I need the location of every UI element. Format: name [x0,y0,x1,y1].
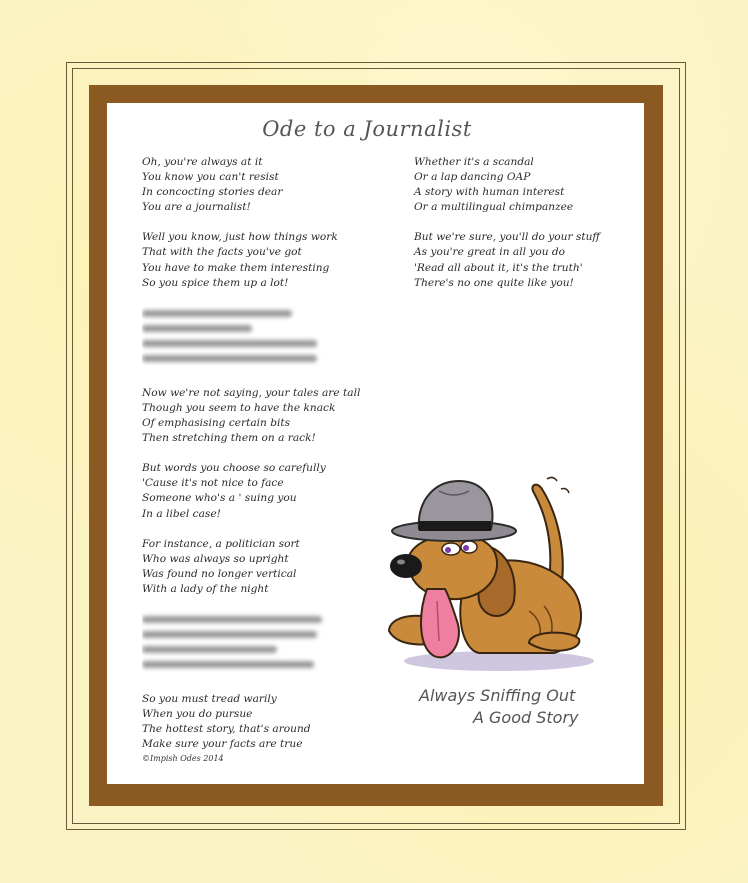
blurred-stanza [142,612,392,677]
poem-line: For instance, a politician sort [142,537,300,550]
poem-line: Well you know, just how things work [142,231,338,244]
stanza [142,461,392,521]
poem-line: In a libel case! [142,507,221,520]
stanza [414,230,644,290]
copyright-notice: ©Impish Odes 2014 [142,754,224,763]
poem-title: Ode to a Journalist [262,117,472,141]
poem-line: Make sure your facts are true [142,738,303,751]
poem-line: So you spice them up a lot! [142,276,289,289]
illustration-caption [419,685,619,729]
poem-line: Whether it's a scandal [414,156,534,168]
blurred-text-block [142,306,322,366]
hat-band [419,521,491,531]
poem-sheet [107,103,644,784]
poem-line: Or a multilingual chimpanzee [414,201,574,214]
poem-line: But we're sure, you'll do your stuff [414,231,600,244]
poem-line: The hottest story, that's around [142,723,311,736]
right-column [414,155,644,306]
poem-line: Was found no longer vertical [142,567,297,580]
poem-line: 'Cause it's not nice to face [142,477,284,490]
poem-line: You know you can't resist [142,171,279,184]
poem-line: As you're great in all you do [414,246,566,259]
poem-line: Now we're not saying, your tales are tall [142,386,361,399]
stanza [142,155,392,215]
blurred-stanza [142,306,392,371]
poem-line: Or a lap dancing OAP [414,171,531,184]
poem-line: When you do pursue [142,708,253,721]
poem-line: Someone who's a ' suing you [142,492,297,505]
cartoon-dog-with-hat-icon [379,471,599,676]
poem-line: With a lady of the night [142,582,269,595]
poem-line: So you must tread warily [142,693,277,706]
poem-line: In concocting stories dear [142,186,283,199]
poem-line: Though you seem to have the knack [142,401,336,414]
stanza [142,537,392,597]
stanza [142,230,392,290]
poem-line: Of emphasising certain bits [142,417,291,430]
left-column [142,155,392,767]
stanza [142,692,392,752]
poem-line: That with the facts you've got [142,246,302,259]
stanza [142,386,392,446]
poem-line: Who was always so upright [142,552,289,565]
poem-line: You are a journalist! [142,201,251,214]
blurred-text-block [142,612,332,672]
poem-line: Oh, you're always at it [142,156,263,168]
poem-line: There's no one quite like you! [414,276,574,289]
caption-line: A Good Story [473,708,579,727]
stanza [414,155,644,215]
poem-line: Then stretching them on a rack! [142,432,316,445]
poem-line: You have to make them interesting [142,261,330,274]
caption-line: Always Sniffing Out [419,686,576,705]
poem-line: A story with human interest [414,186,565,199]
poem-line: But words you choose so carefully [142,462,326,475]
poem-line: 'Read all about it, it's the truth' [414,261,583,274]
nose [390,554,422,578]
